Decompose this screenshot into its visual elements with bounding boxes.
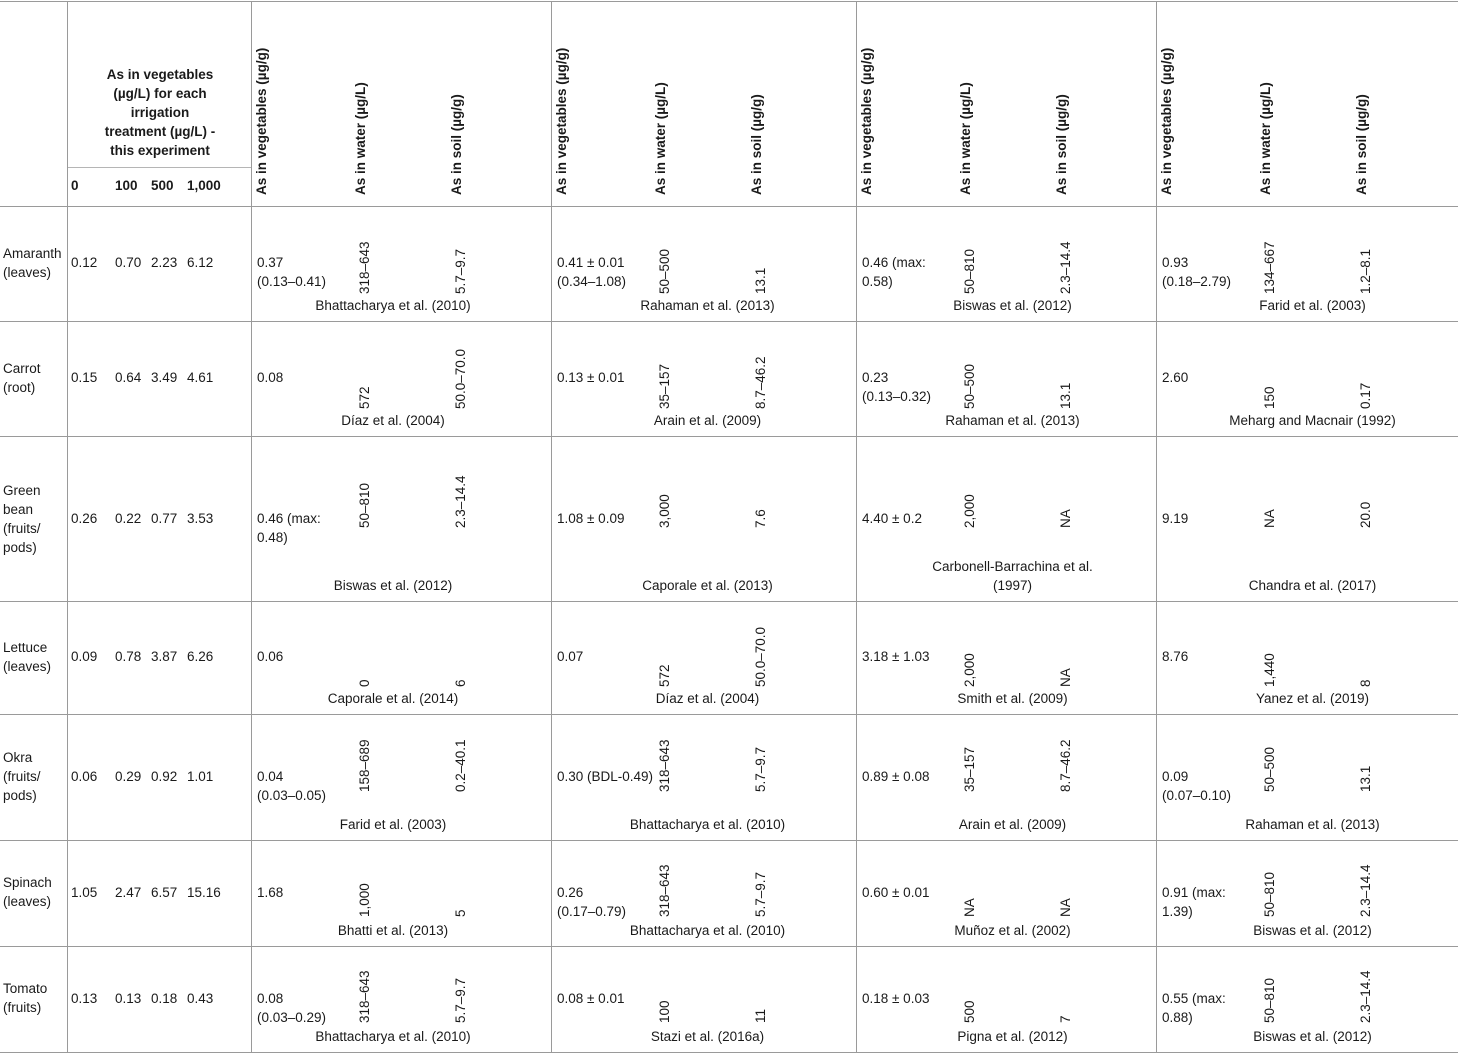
header-subcolumn: As in soil (µg/g): [749, 94, 764, 195]
lit-source: Muñoz et al. (2002): [954, 923, 1071, 938]
column-divider: [856, 1, 857, 1053]
lit-water-value: 318–643: [357, 241, 372, 294]
lit-source: Yanez et al. (2019): [1255, 691, 1370, 706]
lit-veg-value: 0.48): [257, 530, 288, 546]
header-subcolumn: As in water (µg/L): [1258, 82, 1273, 195]
lit-veg-value: 0.13 ± 0.01: [557, 370, 625, 386]
lit-veg-value: 3.18 ± 1.03: [862, 649, 930, 665]
lit-veg-value: 0.55 (max:: [1162, 990, 1226, 1006]
vegetable-name: (fruits): [3, 1000, 42, 1016]
lit-soil-value: 2.3–14.4: [1058, 241, 1073, 294]
lit-source: Díaz et al. (2004): [341, 413, 445, 428]
vegetable-name: (fruits/: [3, 769, 41, 785]
vegetable-name: Amaranth: [3, 245, 62, 261]
experiment-value: 6.57: [151, 884, 178, 900]
lit-source: Meharg and Macnair (1992): [1229, 413, 1396, 428]
row-divider: [0, 206, 1458, 207]
row-divider: [0, 840, 1458, 841]
lit-veg-value: 1.68: [257, 884, 284, 900]
lit-soil-value: 2.3–14.4: [1358, 864, 1373, 918]
lit-soil-value: 50.0–70.0: [753, 626, 768, 687]
lit-veg-value: 0.46 (max:: [257, 511, 321, 527]
row-divider: [0, 714, 1458, 715]
lit-source: Arain et al. (2009): [958, 817, 1067, 832]
lit-water-value: 2,000: [962, 494, 977, 528]
lit-veg-value: 0.06: [257, 649, 284, 665]
header-exp-label: irrigation: [130, 105, 190, 120]
experiment-value: 0.77: [151, 511, 178, 527]
lit-source: Bhattacharya et al. (2010): [315, 1029, 471, 1044]
lit-veg-value: 1.08 ± 0.09: [557, 511, 625, 527]
lit-water-value: 318–643: [357, 970, 372, 1024]
lit-source: Smith et al. (2009): [957, 691, 1068, 706]
vegetable-name: Lettuce: [3, 639, 48, 655]
lit-veg-value: 0.37: [257, 255, 284, 271]
experiment-value: 2.23: [151, 255, 178, 271]
row-divider: [0, 436, 1458, 437]
lit-water-value: 50–500: [962, 363, 977, 409]
lit-source: Bhatti et al. (2013): [337, 923, 449, 938]
lit-veg-value: 0.30 (BDL-0.49): [557, 769, 654, 785]
lit-soil-value: 2.3–14.4: [1358, 970, 1373, 1024]
lit-source: Stazi et al. (2016a): [650, 1029, 765, 1044]
lit-veg-value: 9.19: [1162, 511, 1189, 527]
lit-water-value: NA: [1262, 509, 1277, 528]
lit-water-value: 1,000: [357, 883, 372, 918]
vegetable-name: Spinach: [3, 875, 52, 891]
lit-veg-value: 0.58): [862, 274, 893, 290]
lit-veg-value: (0.13–0.32): [862, 389, 932, 405]
header-subcolumn: As in water (µg/L): [958, 82, 973, 195]
lit-water-value: 50–810: [1262, 872, 1277, 918]
header-exp-label: As in vegetables: [106, 67, 214, 82]
lit-water-value: 2,000: [962, 653, 977, 687]
lit-veg-value: 0.08: [257, 990, 284, 1006]
lit-veg-value: 0.08 ± 0.01: [557, 990, 625, 1006]
header-subcolumn: As in water (µg/L): [653, 82, 668, 195]
vegetable-name: pods): [3, 788, 37, 804]
experiment-value: 3.53: [187, 511, 214, 527]
vegetable-name: Tomato: [3, 981, 48, 997]
lit-veg-value: 1.39): [1162, 903, 1193, 919]
vegetable-name: (leaves): [3, 894, 52, 910]
vegetable-name: (root): [3, 379, 36, 395]
lit-soil-value: 0.2–40.1: [453, 739, 468, 793]
lit-source: Farid et al. (2003): [339, 817, 447, 832]
header-treatment: 0: [71, 178, 79, 193]
vegetable-name: (fruits/: [3, 520, 41, 536]
column-divider: [1156, 1, 1157, 1053]
lit-soil-value: 13.1: [1358, 766, 1373, 793]
lit-water-value: 50–810: [962, 248, 977, 294]
lit-water-value: 50–810: [357, 482, 372, 528]
lit-soil-value: 6: [453, 679, 468, 687]
lit-water-value: 134–667: [1262, 241, 1277, 294]
lit-source: Carbonell-Barrachina et al.: [932, 559, 1093, 574]
lit-veg-value: 8.76: [1162, 649, 1189, 665]
lit-water-value: NA: [962, 898, 977, 918]
vegetable-name: pods): [3, 539, 37, 555]
experiment-value: 15.16: [187, 884, 221, 900]
experiment-value: 6.12: [187, 255, 214, 271]
header-subcolumn: As in soil (µg/g): [1354, 94, 1369, 195]
experiment-value: 0.64: [115, 370, 142, 386]
lit-veg-value: (0.13–0.41): [257, 274, 327, 290]
lit-soil-value: 20.0: [1358, 501, 1373, 528]
lit-source: Pigna et al. (2012): [957, 1029, 1068, 1044]
lit-soil-value: 5.7–9.7: [753, 872, 768, 918]
lit-source: Rahaman et al. (2013): [640, 298, 775, 313]
experiment-value: 0.09: [71, 649, 98, 665]
lit-soil-value: 1.2–8.1: [1358, 248, 1373, 294]
lit-veg-value: (0.18–2.79): [1162, 274, 1232, 290]
vegetable-name: Carrot: [3, 360, 41, 376]
lit-veg-value: 2.60: [1162, 370, 1189, 386]
lit-soil-value: 5: [453, 909, 468, 918]
row-divider: [0, 601, 1458, 602]
lit-soil-value: 13.1: [753, 267, 768, 294]
lit-soil-value: 50.0–70.0: [453, 348, 468, 409]
lit-water-value: 1,440: [1262, 653, 1277, 687]
experiment-value: 0.78: [115, 649, 142, 665]
experiment-value: 0.06: [71, 769, 98, 785]
lit-water-value: 500: [962, 1000, 977, 1024]
lit-soil-value: NA: [1058, 509, 1073, 528]
experiment-value: 6.26: [187, 649, 214, 665]
header-subcolumn: As in vegetables (µg/g): [254, 47, 269, 195]
header-treatment: 500: [151, 178, 174, 193]
experiment-value: 0.13: [115, 990, 142, 1006]
header-exp-label: (µg/L) for each: [113, 86, 207, 101]
header-subcolumn: As in vegetables (µg/g): [859, 47, 874, 195]
lit-source: Rahaman et al. (2013): [1245, 817, 1380, 832]
lit-water-value: 35–157: [962, 747, 977, 793]
experiment-value: 0.26: [71, 511, 98, 527]
lit-veg-value: 0.91 (max:: [1162, 884, 1226, 900]
experiment-value: 0.15: [71, 370, 98, 386]
vegetable-name: (leaves): [3, 264, 52, 280]
lit-veg-value: 0.23: [862, 370, 889, 386]
lit-soil-value: 11: [753, 1009, 768, 1024]
lit-water-value: 50–810: [1262, 978, 1277, 1024]
header-subcolumn: As in soil (µg/g): [449, 94, 464, 195]
header-exp-label: this experiment: [110, 143, 210, 158]
header-subcolumn: As in vegetables (µg/g): [554, 47, 569, 195]
lit-veg-value: 0.89 ± 0.08: [862, 769, 930, 785]
lit-veg-value: 4.40 ± 0.2: [862, 511, 922, 527]
experiment-value: 1.01: [187, 769, 214, 785]
lit-soil-value: 7.6: [753, 509, 768, 528]
experiment-value: 0.12: [71, 255, 98, 271]
lit-veg-value: (0.03–0.05): [257, 788, 327, 804]
lit-soil-value: 7: [1058, 1015, 1073, 1024]
lit-source: Caporale et al. (2014): [327, 691, 459, 706]
lit-water-value: 50–500: [657, 248, 672, 294]
header-subcolumn: As in soil (µg/g): [1054, 94, 1069, 195]
lit-source: Bhattacharya et al. (2010): [629, 817, 786, 832]
experiment-value: 0.43: [187, 990, 214, 1006]
vegetable-name: (leaves): [3, 658, 52, 674]
lit-water-value: 150: [1262, 386, 1277, 409]
lit-source: Bhattacharya et al. (2010): [629, 923, 786, 938]
lit-soil-value: 8.7–46.2: [1058, 739, 1073, 793]
lit-soil-value: 5.7–9.7: [753, 747, 768, 793]
header-subcolumn: As in water (µg/L): [353, 82, 368, 195]
experiment-value: 3.87: [151, 649, 178, 665]
lit-source: Bhattacharya et al. (2010): [315, 298, 471, 313]
vegetable-name: Okra: [3, 750, 33, 766]
column-divider: [551, 1, 552, 1053]
lit-water-value: 0: [357, 679, 372, 687]
lit-water-value: 572: [357, 386, 372, 409]
header-exp-label: treatment (µg/L) -: [104, 124, 216, 139]
row-divider: [0, 1, 1458, 2]
vegetable-name: Green: [3, 482, 41, 498]
lit-veg-value: 0.07: [557, 649, 584, 665]
row-divider: [0, 1052, 1458, 1053]
lit-veg-value: 0.26: [557, 884, 584, 900]
lit-water-value: 35–157: [657, 363, 672, 409]
lit-soil-value: 8: [1358, 679, 1373, 687]
lit-source: Caporale et al. (2013): [642, 578, 773, 593]
lit-water-value: 50–500: [1262, 747, 1277, 793]
lit-veg-value: (0.17–0.79): [557, 903, 627, 919]
lit-source: Farid et al. (2003): [1259, 298, 1366, 313]
lit-veg-value: (0.03–0.29): [257, 1009, 327, 1025]
lit-source: Biswas et al. (2012): [333, 578, 453, 593]
experiment-value: 0.22: [115, 511, 142, 527]
lit-veg-value: 0.46 (max:: [862, 255, 926, 271]
lit-veg-value: 0.41 ± 0.01: [557, 255, 625, 271]
lit-veg-value: 0.04: [257, 769, 284, 785]
lit-soil-value: 8.7–46.2: [753, 356, 768, 409]
lit-soil-value: NA: [1058, 898, 1073, 918]
vegetable-name: bean: [3, 501, 34, 517]
header-subcolumn: As in vegetables (µg/g): [1159, 47, 1174, 195]
lit-water-value: 158–689: [357, 739, 372, 793]
experiment-value: 0.18: [151, 990, 178, 1006]
lit-soil-value: 13.1: [1058, 382, 1073, 409]
experiment-value: 1.05: [71, 884, 98, 900]
lit-soil-value: 5.7–9.7: [453, 978, 468, 1024]
lit-source: (1997): [992, 578, 1033, 593]
row-divider: [0, 321, 1458, 322]
experiment-value: 3.49: [151, 370, 178, 386]
lit-water-value: 100: [657, 1000, 672, 1024]
lit-water-value: 318–643: [657, 864, 672, 918]
lit-veg-value: 0.18 ± 0.03: [862, 990, 930, 1006]
lit-soil-value: 5.7–9.7: [453, 248, 468, 294]
header-treatment: 1,000: [187, 178, 221, 193]
lit-water-value: 3,000: [657, 494, 672, 528]
lit-source: Biswas et al. (2012): [1253, 923, 1372, 938]
lit-soil-value: 0.17: [1358, 382, 1373, 409]
lit-veg-value: 0.93: [1162, 255, 1189, 271]
lit-soil-value: NA: [1058, 668, 1073, 687]
lit-veg-value: 0.60 ± 0.01: [862, 884, 930, 900]
experiment-value: 2.47: [115, 884, 142, 900]
row-divider: [0, 946, 1458, 947]
lit-veg-value: 0.08: [257, 370, 284, 386]
lit-veg-value: 0.09: [1162, 769, 1189, 785]
lit-source: Chandra et al. (2017): [1248, 578, 1377, 593]
lit-veg-value: (0.34–1.08): [557, 274, 627, 290]
lit-soil-value: 2.3–14.4: [453, 475, 468, 528]
lit-veg-value: (0.07–0.10): [1162, 788, 1232, 804]
lit-veg-value: 0.88): [1162, 1009, 1193, 1025]
header-treatment: 100: [115, 178, 138, 193]
lit-source: Biswas et al. (2012): [953, 298, 1072, 313]
lit-water-value: 572: [657, 664, 672, 687]
experiment-value: 0.70: [115, 255, 142, 271]
lit-source: Rahaman et al. (2013): [945, 413, 1080, 428]
lit-source: Biswas et al. (2012): [1253, 1029, 1372, 1044]
lit-source: Arain et al. (2009): [653, 413, 762, 428]
experiment-value: 0.92: [151, 769, 178, 785]
experiment-value: 0.29: [115, 769, 142, 785]
experiment-value: 4.61: [187, 370, 214, 386]
experiment-value: 0.13: [71, 990, 98, 1006]
lit-water-value: 318–643: [657, 739, 672, 793]
lit-source: Díaz et al. (2004): [655, 691, 760, 706]
row-divider: [68, 167, 252, 168]
